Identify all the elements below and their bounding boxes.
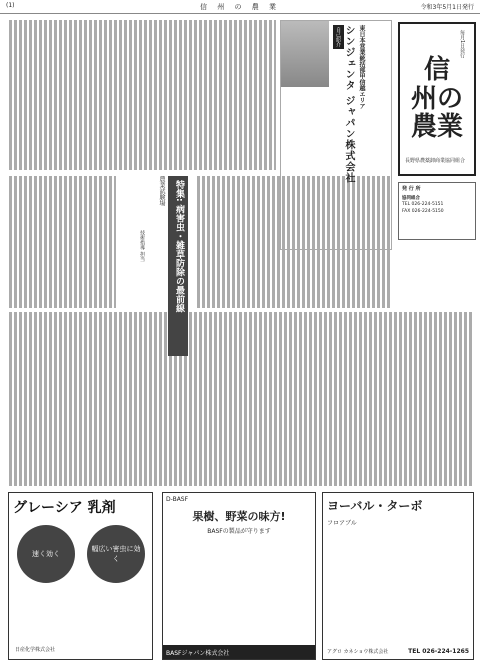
ad3-tel: TEL 026-224-1265	[408, 648, 469, 655]
ad1-circle-1: 速く効く	[17, 525, 75, 583]
publisher-tel: TEL 026-224-5151	[402, 202, 444, 208]
article-body-top-left	[8, 20, 276, 170]
column-title: シンジェンタ ジャパン株式会社	[343, 25, 354, 184]
masthead-foot: 長野県農薬卸商業協同組合	[405, 158, 466, 164]
ad2-company: BASFジャパン株式会社	[163, 645, 315, 659]
page-header	[0, 0, 480, 14]
feature-author: 農業試験場	[158, 176, 165, 206]
masthead-line-2: 州の	[410, 83, 463, 114]
masthead-line-1: 信	[423, 55, 450, 86]
ad-gracia[interactable]	[8, 492, 153, 660]
ad3-headline: ヨーバル・ターボ	[327, 499, 423, 513]
feature-byline: 技術指導 担当	[139, 230, 145, 262]
ad3-company: アグロ カネショウ株式会社	[327, 649, 389, 655]
self-introduction-column	[280, 20, 392, 250]
feature-title: 特集: 病害虫・雑草防除の最前線	[168, 176, 188, 356]
ad1-circle-2: 幅広い害虫に効く	[87, 525, 145, 583]
ad-yobal-turbo[interactable]	[322, 492, 474, 660]
ad3-subline: フロアブル	[327, 520, 357, 527]
ad2-subline: BASFの製品が守ります	[207, 528, 271, 535]
publisher-box	[398, 182, 476, 240]
masthead-sub: 毎月1日発行	[459, 30, 465, 59]
ad2-logo: D-BASF	[166, 496, 189, 503]
column-name: 東日本営業統括部甲信越エリア	[358, 25, 365, 109]
ad-basf[interactable]	[162, 492, 316, 660]
newspaper-title: 信 州 の 農 業	[200, 3, 280, 11]
column-photo	[281, 21, 329, 87]
ad1-company: 日産化学株式会社	[15, 647, 56, 653]
publisher-heading: 発 行 所	[402, 186, 421, 192]
masthead-line-3: 農業	[410, 112, 463, 143]
article-body-lower	[8, 312, 474, 486]
masthead	[398, 22, 476, 176]
ad1-title: グレーシア 乳剤	[13, 500, 116, 516]
ad2-headline: 果樹、野菜の味方!	[192, 510, 286, 523]
publisher-name: 協同組合	[402, 195, 420, 201]
issue-date: 令和3年5月1日発行	[420, 4, 474, 11]
page-number: (1)	[6, 2, 15, 9]
column-category: 自己紹介	[333, 25, 344, 49]
article-body-middle-left	[8, 176, 116, 308]
publisher-fax: FAX 026-224-5150	[402, 209, 444, 214]
